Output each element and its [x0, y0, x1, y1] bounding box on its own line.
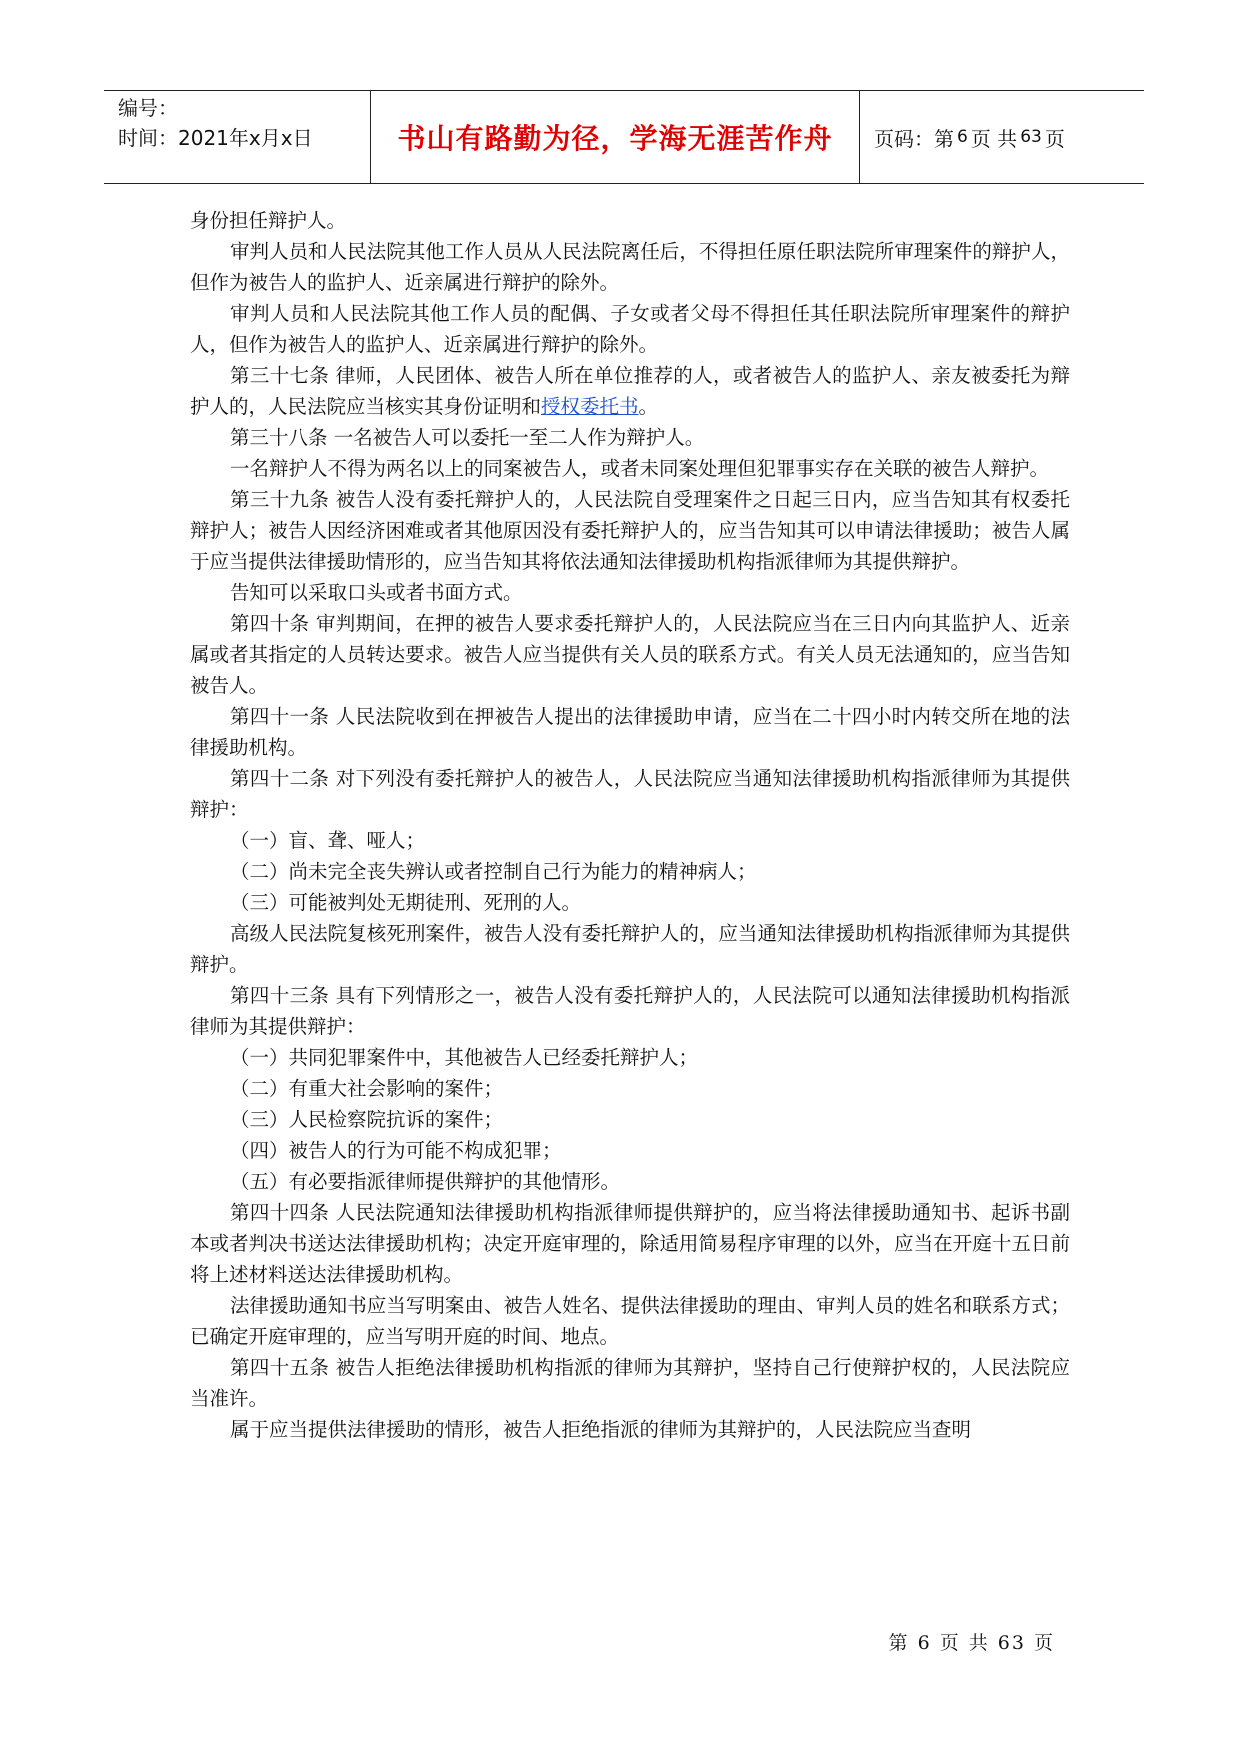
page-total: 63 [1020, 127, 1042, 147]
page-header [104, 90, 1144, 184]
paragraph: 告知可以采取口头或者书面方式。 [230, 581, 523, 604]
paragraph: 第三十八条 一名被告人可以委托一至二人作为辩护人。 [230, 426, 705, 449]
list-item: （一）盲、聋、哑人； [230, 829, 426, 852]
paragraph: 一名辩护人不得为两名以上的同案被告人，或者未同案处理但犯罪事实存在关联的被告人辩护。 [230, 457, 1050, 480]
document-time-label: 时间：2021年x月x日 [118, 126, 313, 150]
list-item: （三）人民检察院抗诉的案件； [230, 1108, 504, 1131]
paragraph-text: 第三十七条 律师，人民团体、被告人所在单位推荐的人，或者被告人的监护人、亲友被委托为辩护人的，人民法院应当核实其身份证明和 [190, 364, 1070, 418]
page-prefix: 页码：第 [874, 126, 954, 151]
header-page-number [860, 91, 1144, 183]
page-middle: 页 共 [970, 126, 1018, 151]
paragraph: 属于应当提供法律援助的情形，被告人拒绝指派的律师为其辩护的，人民法院应当查明 [230, 1418, 972, 1441]
paragraph: 第四十三条 具有下列情形之一，被告人没有委托辩护人的，人民法院可以通知法律援助机构指派律师为其提供辩护： [190, 984, 1070, 1038]
list-item: （五）有必要指派律师提供辩护的其他情形。 [230, 1170, 621, 1193]
paragraph: 审判人员和人民法院其他工作人员的配偶、子女或者父母不得担任其任职法院所审理案件的辩护人，但作为被告人的监护人、近亲属进行辩护的除外。 [190, 302, 1070, 356]
power-of-attorney-link[interactable]: 授权委托书 [541, 395, 639, 418]
list-item: （四）被告人的行为可能不构成犯罪； [230, 1139, 562, 1162]
list-item: （一）共同犯罪案件中，其他被告人已经委托辩护人； [230, 1046, 699, 1069]
paragraph: 第四十一条 人民法院收到在押被告人提出的法律援助申请，应当在二十四小时内转交所在地的法律援助机构。 [190, 705, 1070, 759]
paragraph: 审判人员和人民法院其他工作人员从人民法院离任后，不得担任原任职法院所审理案件的辩护人，但作为被告人的监护人、近亲属进行辩护的除外。 [190, 240, 1070, 294]
list-item: （二）有重大社会影响的案件； [230, 1077, 504, 1100]
paragraph: 第三十九条 被告人没有委托辩护人的，人民法院自受理案件之日起三日内，应当告知其有权委托辩护人；被告人因经济困难或者其他原因没有委托辩护人的，应当告知其可以申请法律援助；被告人属于应当提供法律援助情形的，应当告知其将依法通知法律援助机构指派律师为其提供辩护。 [190, 488, 1070, 573]
header-motto: 书山有路勤为径，学海无涯苦作舟 [370, 91, 860, 183]
paragraph: 法律援助通知书应当写明案由、被告人姓名、提供法律援助的理由、审判人员的姓名和联系方式；已确定开庭审理的，应当写明开庭的时间、地点。 [190, 1294, 1070, 1348]
document-body [190, 205, 1070, 1445]
page-current: 6 [957, 127, 968, 147]
paragraph: 身份担任辩护人。 [190, 209, 347, 232]
page-footer: 第 6 页 共 63 页 [888, 1632, 1055, 1654]
list-item: （三）可能被判处无期徒刑、死刑的人。 [230, 891, 582, 914]
paragraph: 高级人民法院复核死刑案件，被告人没有委托辩护人的，应当通知法律援助机构指派律师为其提供辩护。 [190, 922, 1070, 976]
paragraph-article-37 [190, 360, 1070, 422]
paragraph: 第四十条 审判期间，在押的被告人要求委托辩护人的，人民法院应当在三日内向其监护人、近亲属或者其指定的人员转达要求。被告人应当提供有关人员的联系方式。有关人员无法通知的，应当告知被告人。 [190, 612, 1070, 697]
document-number-label: 编号： [118, 96, 178, 120]
paragraph: 第四十四条 人民法院通知法律援助机构指派律师提供辩护的，应当将法律援助通知书、起诉书副本或者判决书送达法律援助机构；决定开庭审理的，除适用简易程序审理的以外，应当在开庭十五日前将上述材料送达法律援助机构。 [190, 1201, 1070, 1286]
list-item: （二）尚未完全丧失辨认或者控制自己行为能力的精神病人； [230, 860, 757, 883]
paragraph: 第四十五条 被告人拒绝法律援助机构指派的律师为其辩护，坚持自己行使辩护权的，人民法院应当准许。 [190, 1356, 1070, 1410]
paragraph-text: 。 [638, 395, 659, 418]
paragraph: 第四十二条 对下列没有委托辩护人的被告人，人民法院应当通知法律援助机构指派律师为其提供辩护： [190, 767, 1070, 821]
header-meta [104, 91, 370, 183]
page-suffix: 页 [1044, 126, 1065, 151]
